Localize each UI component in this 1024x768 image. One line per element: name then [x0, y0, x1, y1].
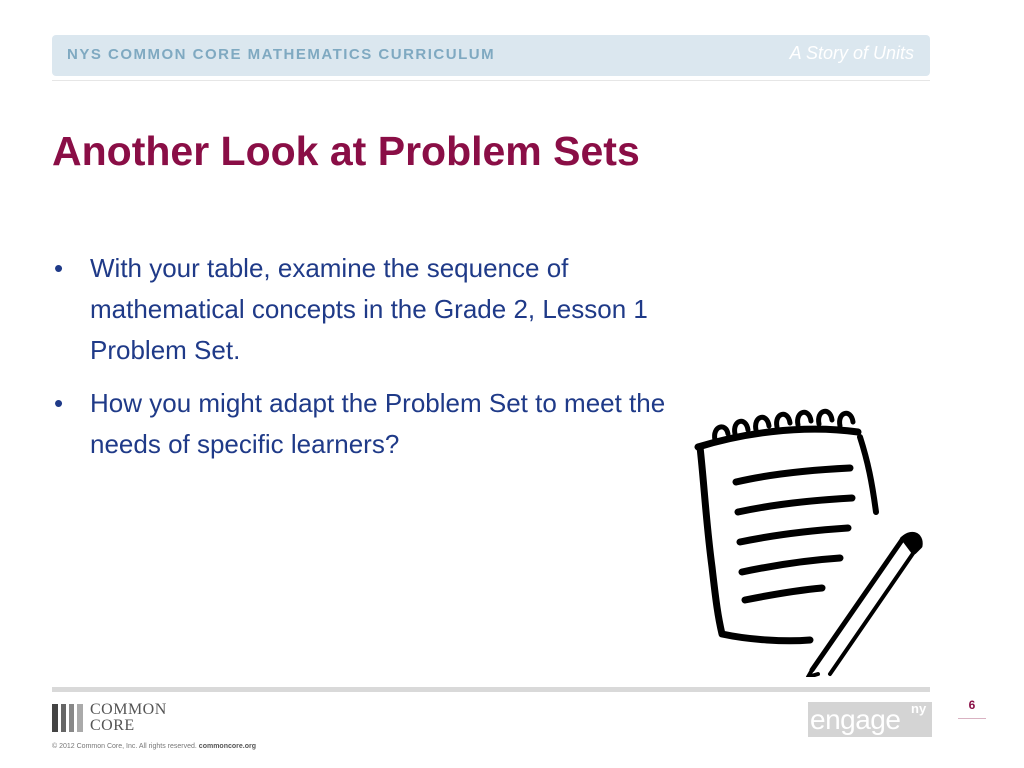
bullet-text: With your table, examine the sequence of mathematical concepts in the Grade 2, Lesson 1 Problem Set. [90, 253, 648, 365]
bullet-text: How you might adapt the Problem Set to meet the needs of specific learners? [90, 388, 666, 459]
copyright-notice [52, 743, 256, 750]
header-divider [52, 80, 930, 81]
common-core-logo [52, 701, 192, 738]
curriculum-label: NYS COMMON CORE MATHEMATICS CURRICULUM [67, 46, 496, 63]
bullet-marker: • [54, 388, 64, 418]
logo-line-1: COMMON [90, 701, 167, 718]
bullet-marker: • [54, 253, 64, 283]
page-number: 6 [958, 698, 986, 719]
header-bar [52, 35, 930, 76]
notepad-with-pencil-icon [690, 402, 930, 677]
bullet-item [52, 383, 672, 465]
common-core-wordmark [90, 702, 167, 734]
bullet-list [52, 248, 672, 477]
footer-divider [52, 687, 930, 692]
engage-ny-logo [808, 702, 932, 737]
copyright-link[interactable]: commoncore.org [198, 743, 256, 750]
engage-ny-superscript: ny [911, 701, 927, 716]
copyright-text: © 2012 Common Core, Inc. All rights reserved. [52, 743, 197, 750]
engage-word: engage [810, 704, 901, 735]
slide-title: Another Look at Problem Sets [52, 128, 640, 174]
bullet-item [52, 248, 672, 371]
story-label: A Story of Units [789, 43, 914, 63]
logo-line-2: CORE [90, 717, 135, 734]
